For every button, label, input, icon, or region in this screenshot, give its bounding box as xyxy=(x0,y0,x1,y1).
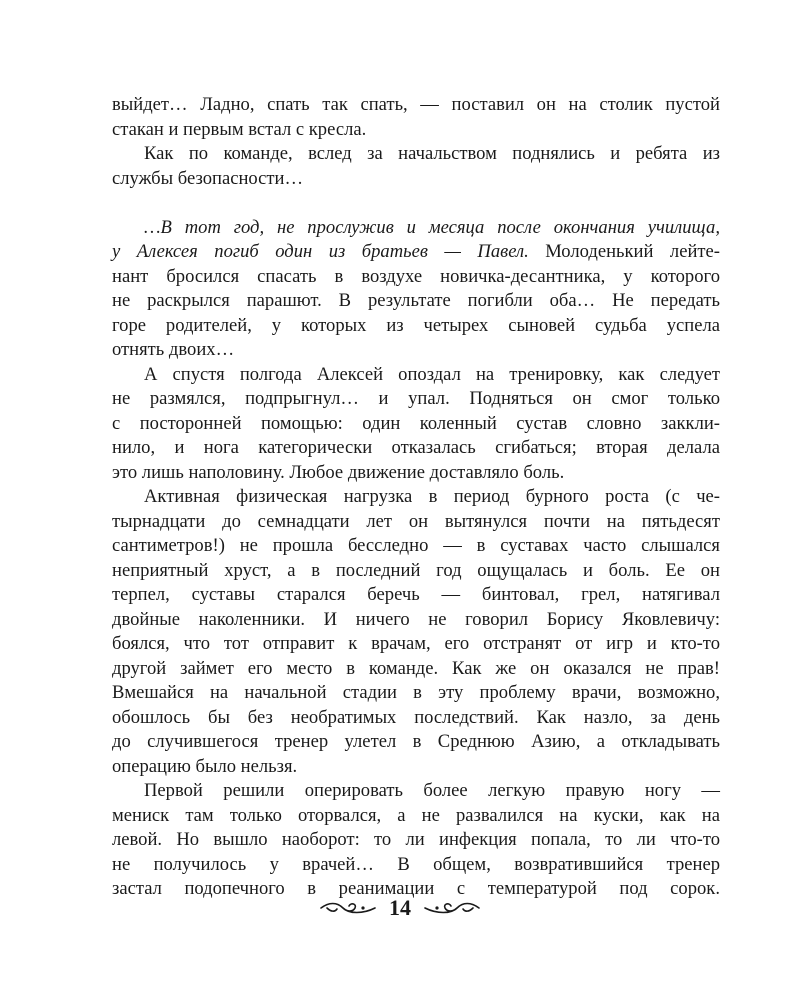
text-line: Активная физическая нагрузка в период бурного роста (с че- xyxy=(144,486,720,507)
text-line: не получилось у врачей… В общем, возвратившийся тренер xyxy=(112,853,720,875)
text-line: неприятный хруст, а в последний год ощущалась и боль. Ее он xyxy=(112,559,720,581)
text-line: застал подопечного в реанимации с температурой под сорок. xyxy=(112,878,720,899)
text-line: Как по команде, вслед за начальством поднялись и ребята из xyxy=(144,143,720,164)
text-line: двойные наколенники. И ничего не говорил Борису Яковлевичу: xyxy=(112,608,720,630)
text-line: сантиметров!) не прошла бесследно — в суставах часто слышался xyxy=(112,535,720,556)
text-line: А спустя полгода Алексей опоздал на тренировку, как следует xyxy=(144,363,720,385)
page-footer xyxy=(0,892,800,924)
text-line: операцию было нельзя. xyxy=(112,755,298,777)
text-fragment: Молоденький лейте- xyxy=(528,241,720,262)
text-line: мениск там только оторвался, а не развалился на куски, как на xyxy=(112,804,720,826)
text-line: до случившегося тренер улетел в Среднюю Азию, а откладывать xyxy=(112,731,720,752)
text-line: выйдет… Ладно, спать так спать, — поставил он на столик пустой xyxy=(112,94,720,115)
text-line: нант бросился спасать в воздухе новичка-десантника, у которого xyxy=(112,265,720,287)
scroll-flourish-left-icon xyxy=(319,900,377,916)
text-line: нило, и нога категорически отказалась сгибаться; вторая делала xyxy=(112,437,720,458)
text-line: терпел, суставы старался беречь — бинтовал, грел, натягивал xyxy=(112,584,720,605)
page-number: 14 xyxy=(389,895,411,920)
text-line: левой. Но вышло наоборот: то ли инфекция попала, то ли что-то xyxy=(112,829,720,850)
text-line: Первой решили оперировать более легкую правую ногу — xyxy=(144,780,720,801)
scroll-flourish-right-icon xyxy=(423,900,481,916)
italic-text-fragment: у Алексея погиб один из братьев — Павел. xyxy=(112,241,529,262)
text-line: отнять двоих… xyxy=(112,339,235,360)
text-line: обошлось бы без необратимых последствий. Как назло, за день xyxy=(112,706,720,728)
text-line: не раскрылся парашют. В результате погибли оба… Не передать xyxy=(112,290,720,311)
text-line: не размялся, подпрыгнул… и упал. Подняться он смог только xyxy=(112,388,720,409)
text-line: горе родителей, у которых из четырех сыновей судьба успела xyxy=(112,314,720,336)
text-line: тырнадцати до семнадцати лет он вытянулся почти на пятьдесят xyxy=(112,510,720,532)
text-line: это лишь наполовину. Любое движение доставляло боль. xyxy=(112,461,565,483)
text-line: боялся, что тот отправит к врачам, его отстранят от игр и кто-то xyxy=(112,633,720,654)
text-line: Вмешайся на начальной стадии в эту проблему врачи, возможно, xyxy=(112,682,720,703)
text-line xyxy=(112,240,720,265)
book-page-text xyxy=(112,93,720,902)
text-line: стакан и первым встал с кресла. xyxy=(112,118,367,140)
text-line: службы безопасности… xyxy=(112,167,304,189)
text-line: другой займет его место в команде. Как же он оказался не прав! xyxy=(112,657,720,679)
text-line: с посторонней помощью: один коленный сустав словно заккли- xyxy=(112,412,720,434)
italic-text-line: …В тот год, не прослужив и месяца после окончания училища, xyxy=(144,216,720,238)
section-break xyxy=(112,191,720,216)
